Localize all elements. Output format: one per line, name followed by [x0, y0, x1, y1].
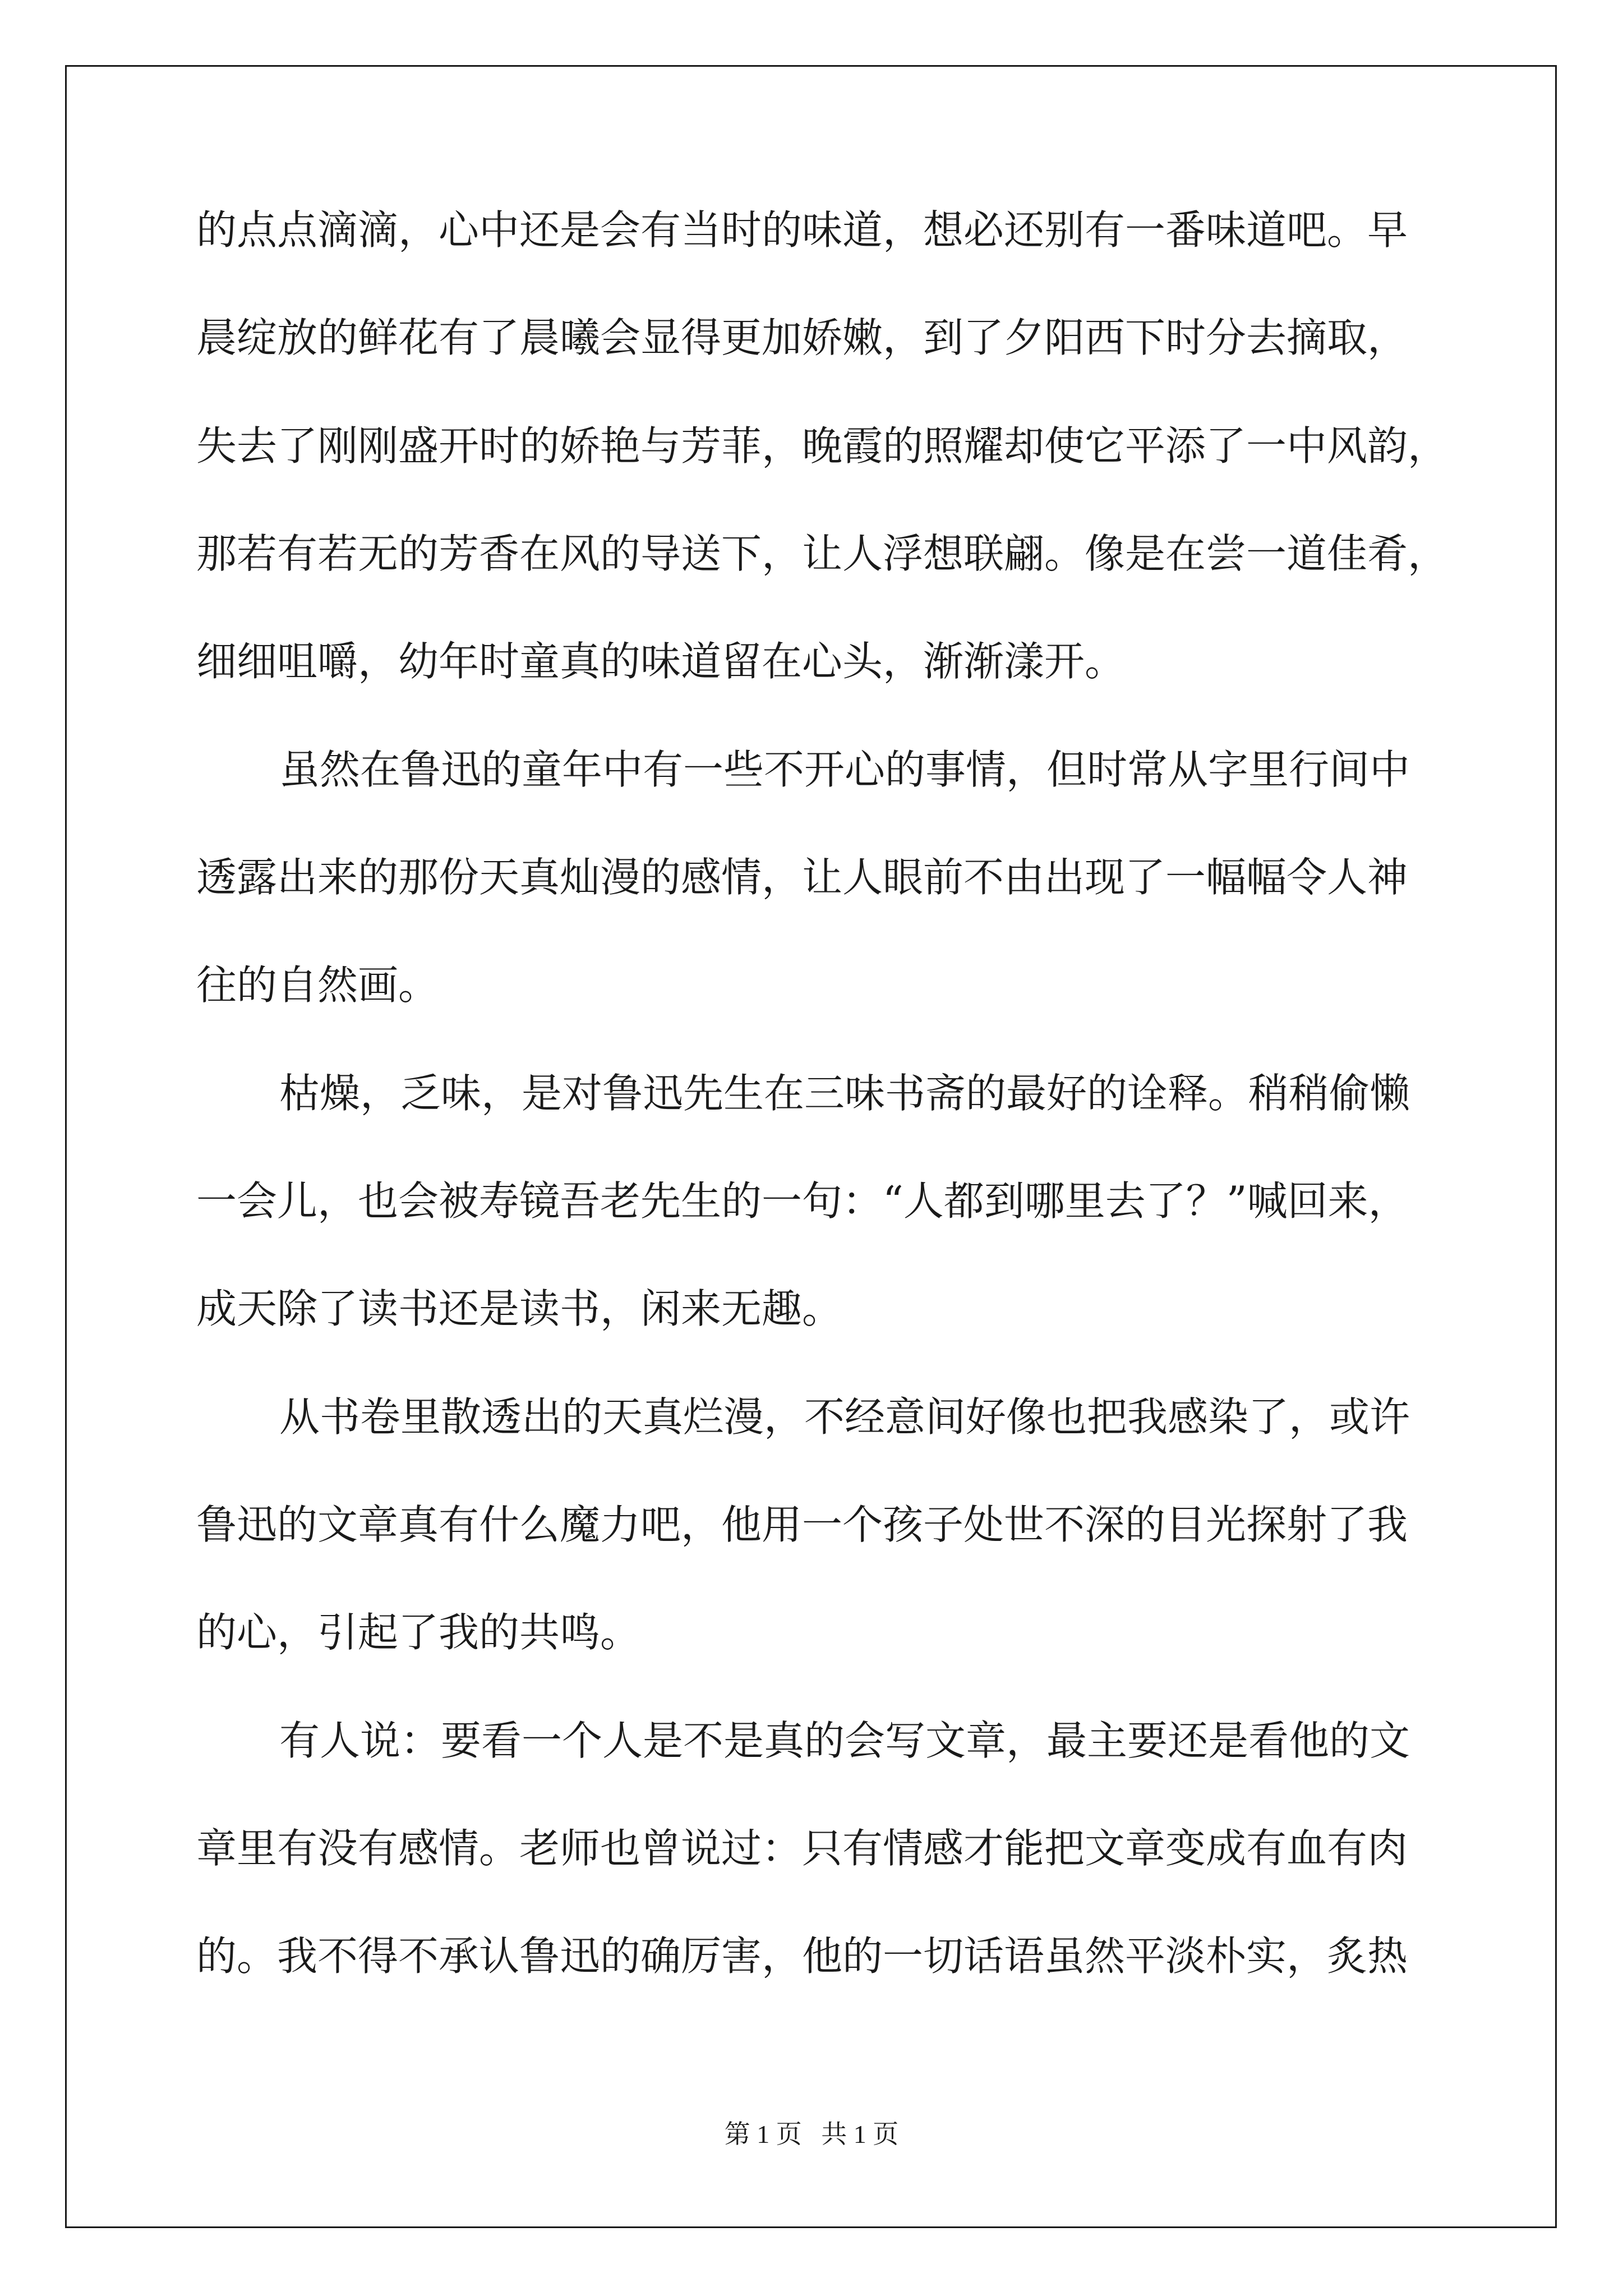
- text-line: 成天除了读书还是读书，闲来无趣。: [196, 1285, 843, 1332]
- text-line: 鲁迅的文章真有什么魔力吧，他用一个孩子处世不深的目光探射了我: [196, 1501, 1408, 1548]
- text-line: 失去了刚刚盛开时的娇艳与芳菲，晚霞的照耀却使它平添了一中风韵，: [196, 422, 1449, 470]
- paragraph-first-line: 虽然在鲁迅的童年中有一些不开心的事情，但时常从字里行间中: [279, 746, 1410, 793]
- text-line: 的心，引起了我的共鸣。: [196, 1609, 641, 1656]
- text-line: 晨绽放的鲜花有了晨曦会显得更加娇嫩，到了夕阳西下时分去摘取，: [196, 314, 1408, 361]
- text-line: 透露出来的那份天真灿漫的感情，让人眼前不由出现了一幅幅令人神: [196, 854, 1408, 901]
- paragraph-first-line: 枯燥，乏味，是对鲁迅先生在三味书斋的最好的诠释。稍稍偷懒: [279, 1070, 1410, 1117]
- text-line: 往的自然画。: [196, 961, 439, 1009]
- paragraph-first-line: 从书卷里散透出的天真烂漫，不经意间好像也把我感染了，或许: [279, 1393, 1410, 1441]
- page-number-footer: 第 1 页 共 1 页: [724, 2120, 899, 2148]
- text-line: 的点点滴滴，心中还是会有当时的味道，想必还别有一番味道吧。早: [196, 206, 1408, 254]
- text-line: 的。我不得不承认鲁迅的确厉害，他的一切话语虽然平淡朴实，炙热: [196, 1932, 1408, 1980]
- page-border: [65, 65, 1557, 2228]
- text-line: 一会儿，也会被寿镜吾老先生的一句：“人都到哪里去了？”喊回来，: [196, 1177, 1409, 1225]
- text-line: 那若有若无的芳香在风的导送下，让人浮想联翩。像是在尝一道佳肴，: [196, 530, 1449, 577]
- text-line: 细细咀嚼，幼年时童真的味道留在心头，渐渐漾开。: [196, 638, 1126, 685]
- text-line: 章里有没有感情。老师也曾说过：只有情感才能把文章变成有血有肉: [196, 1825, 1408, 1872]
- paragraph-first-line: 有人说：要看一个人是不是真的会写文章，最主要还是看他的文: [279, 1717, 1410, 1764]
